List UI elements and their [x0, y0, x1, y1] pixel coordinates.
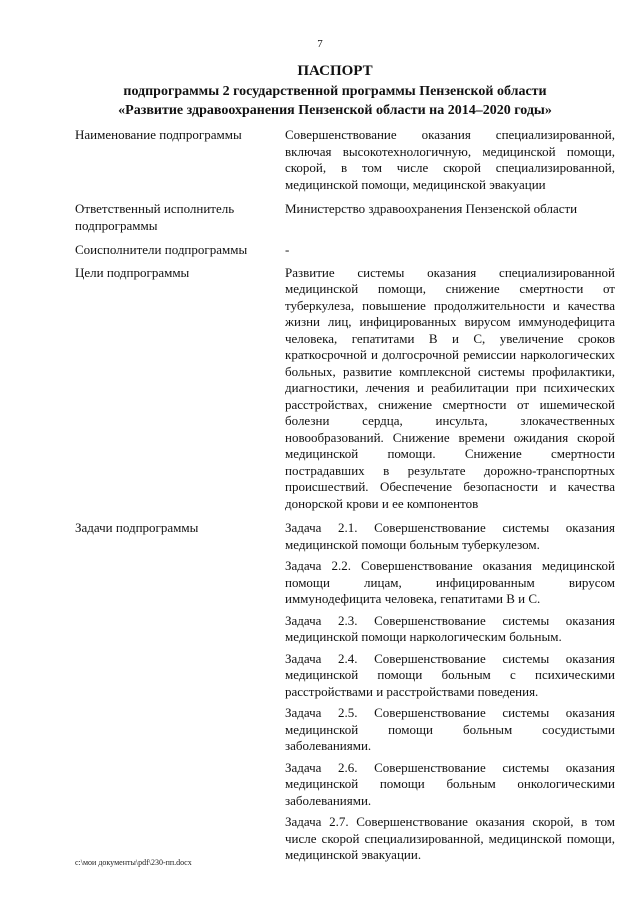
task-item: Задача 2.6. Совершенствование системы оказания медицинской помощи больным онкологическими заболеваниями. — [285, 759, 615, 808]
row-label: Ответственный исполнитель подпрограммы — [75, 201, 235, 233]
task-item: Задача 2.5. Совершенствование системы оказания медицинской помощи больным сосудистыми заболеваниями. — [285, 705, 615, 753]
row-label: Соисполнители подпрограммы — [75, 242, 248, 257]
task-item: Задача 2.1. Совершенствование системы оказания медицинской помощи больным туберкулезом. — [285, 520, 615, 552]
document-title: ПАСПОРТ — [297, 63, 373, 79]
heading-line-1: подпрограммы 2 государственной программы Пензенской области — [123, 84, 547, 99]
page-number: 7 — [317, 38, 323, 50]
task-item: Задача 2.7. Совершенствование оказания скорой, в том числе скорой специализированной, медицинской помощи, медицинской эвакуации. — [285, 814, 615, 862]
heading-line-2: «Развитие здравоохранения Пензенской области на 2014–2020 годы» — [118, 103, 552, 118]
passport-row-tasks — [75, 520, 615, 869]
task-item: Задача 2.3. Совершенствование системы оказания медицинской помощи наркологическим больным. — [285, 612, 615, 644]
row-value: Развитие системы оказания специализированной медицинской помощи, снижение смертности от туберкулеза, повышение продолжительности и качества жизни лиц, инфицированных вирусом иммунодефицита человека, гепатитами В и С, увеличение сроков краткосрочной и долгосрочной ремиссии наркологических больных, развитие комплексной системы профилактики, диагностики, лечения и реабилитации при психических расстройствах, снижение смертности от ишемической болезни сердца, инсульта, злокачественных новообразований. Снижение времени ожидания скорой медицинской помощи. Снижение смертности пострадавших в результате дорожно-транспортных происшествий. Обеспечение безопасности и качества донорской крови и ее компонентов — [285, 264, 615, 511]
row-value: - — [285, 242, 290, 257]
passport-row-goals — [75, 265, 615, 513]
row-label: Наименование подпрограммы — [75, 127, 242, 142]
passport-row-coexecutors — [75, 242, 615, 259]
passport-row-executor — [75, 201, 615, 234]
task-item: Задача 2.2. Совершенствование оказания медицинской помощи лицам, инфицированным вирусом иммунодефицита человека, гепатитами В и С. — [285, 558, 615, 606]
task-item: Задача 2.4. Совершенствование системы оказания медицинской помощи больным с психическими расстройствами и расстройствами поведения. — [285, 650, 615, 699]
file-path-footer: c:\мои документы\pdf\230-пп.docx — [75, 858, 192, 867]
row-value: Совершенствование оказания специализированной, включая высокотехнологичную, медицинской помощи, скорой, в том числе скорой специализированной, медицинской помощи, медицинской эвакуации — [285, 127, 615, 192]
document-heading — [60, 63, 610, 120]
passport-row-name — [75, 127, 615, 193]
row-value — [285, 520, 615, 869]
passport-table — [75, 127, 615, 875]
row-value: Министерство здравоохранения Пензенской области — [285, 201, 578, 216]
row-label: Задачи подпрограммы — [75, 520, 199, 535]
row-label: Цели подпрограммы — [75, 264, 190, 280]
